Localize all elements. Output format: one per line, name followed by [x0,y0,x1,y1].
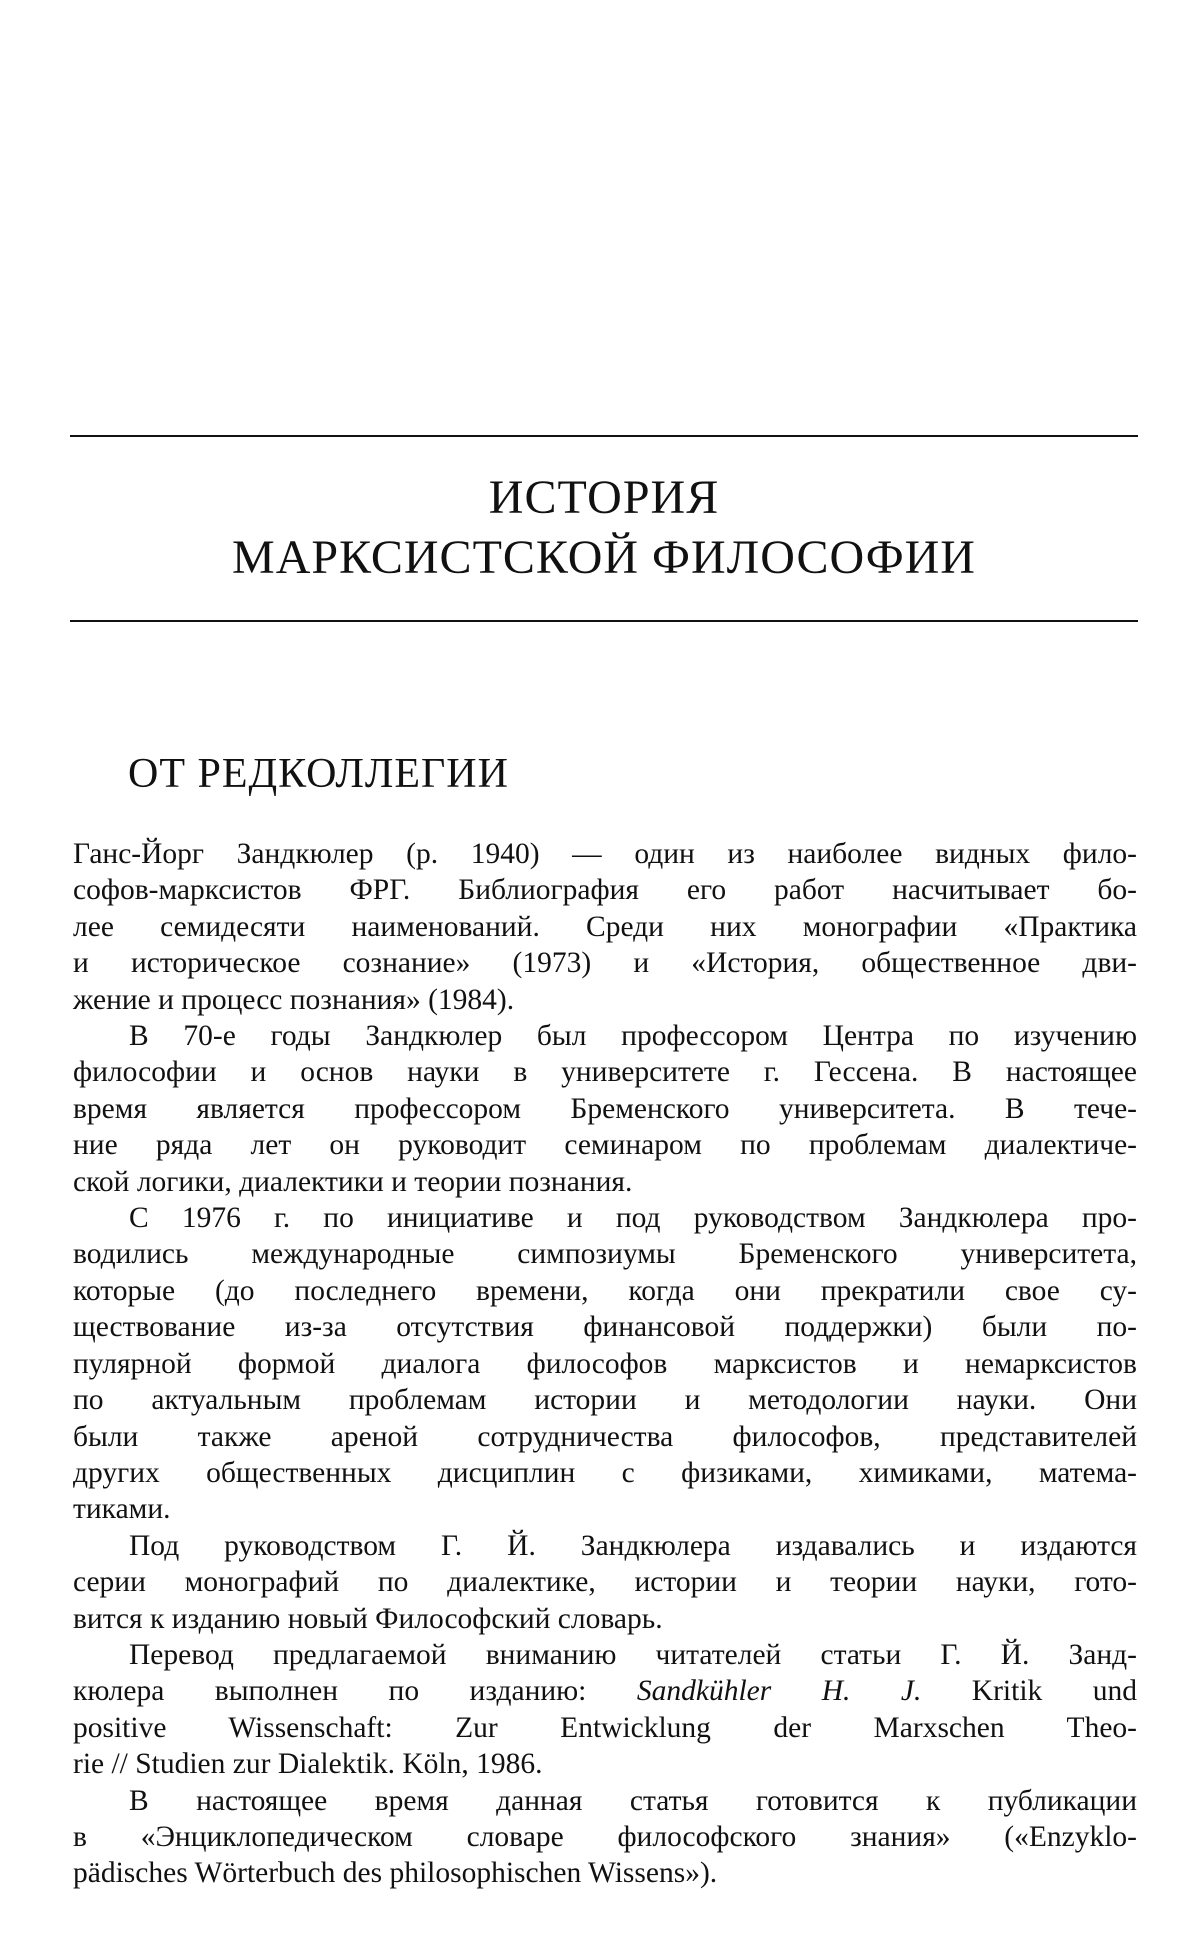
text-line: ние ряда лет он руководит семинаром по проблемам диалектиче- [73,1129,1137,1162]
text-line: которые (до последнего времени, когда они прекратили свое су- [73,1274,1137,1307]
text-line: вится к изданию новый Философский словарь. [73,1602,663,1635]
text-line: Ганс-Йорг Зандкюлер (р. 1940) — один из наиболее видных фило- [73,838,1137,870]
text-line: rie // Studien zur Dialektik. Köln, 1986. [73,1748,543,1781]
bottom-divider [70,620,1138,622]
text-line: тиками. [73,1493,171,1526]
paragraph-symposia [73,1200,1137,1528]
text-line: серии монографий по диалектике, истории и теории науки, гото- [73,1566,1137,1599]
citation-author: Sandkühler H. J. [636,1675,922,1708]
section-title-line-2: МАРКСИСТСКОЙ ФИЛОСОФИИ [232,531,976,584]
text-line: лее семидесяти наименований. Среди них монографии «Практика [73,910,1137,943]
text-line: ской логики, диалектики и теории познания. [73,1165,633,1198]
section-title-line-1: ИСТОРИЯ [488,471,720,524]
citation-title-start: Kritik und [921,1675,1138,1708]
citation-lead: кюлера выполнен по изданию: [73,1675,637,1708]
text-line: Под руководством Г. Й. Зандкюлера издавались и издаются [129,1529,1137,1562]
text-line: и историческое сознание» (1973) и «История, общественное дви- [73,947,1137,980]
paragraph-career [73,1018,1137,1200]
text-line: в «Энциклопедическом словаре философского знания» («Enzyklo- [73,1820,1137,1853]
paragraph-intro [73,836,1137,1018]
body-text [73,836,1137,1892]
text-line: В настоящее время данная статья готовится к публикации [129,1784,1137,1817]
text-line: время является профессором Бременского университета. В тече- [73,1092,1137,1125]
text-line: философии и основ науки в университете г. Гессена. В настоящее [73,1056,1137,1089]
text-line: пулярной формой диалога философов марксистов и немарксистов [73,1347,1137,1380]
paragraph-monographs [73,1528,1137,1637]
text-line: С 1976 г. по инициативе и под руководством Зандкюлера про- [129,1202,1137,1235]
top-divider [70,435,1138,437]
text-line: Перевод предлагаемой вниманию читателей статьи Г. Й. Занд- [129,1638,1137,1671]
text-line: жение и процесс познания» (1984). [73,983,515,1016]
text-line-with-citation [73,1673,1137,1709]
text-line: В 70-е годы Зандкюлер был профессором Центра по изучению [129,1020,1137,1053]
text-line: были также ареной сотрудничества философов, представителей [73,1420,1137,1453]
text-line: других общественных дисциплин с физиками, химиками, матема- [73,1456,1137,1489]
text-line: водились международные симпозиумы Бременского университета, [73,1238,1137,1271]
section-title [70,468,1138,588]
text-line: positive Wissenschaft: Zur Entwicklung der Marxschen Theo- [73,1711,1137,1744]
paragraph-publication [73,1783,1137,1892]
text-line: софов-марксистов ФРГ. Библиография его работ насчитывает бо- [73,874,1137,907]
paragraph-translation-source [73,1637,1137,1783]
text-line: pädisches Wörterbuch des philosophischen Wissens»). [73,1857,718,1890]
editorial-heading: ОТ РЕДКОЛЛЕГИИ [128,751,509,797]
text-line: ществование из-за отсутствия финансовой поддержки) были по- [73,1311,1137,1344]
text-line: по актуальным проблемам истории и методологии науки. Они [73,1384,1137,1417]
